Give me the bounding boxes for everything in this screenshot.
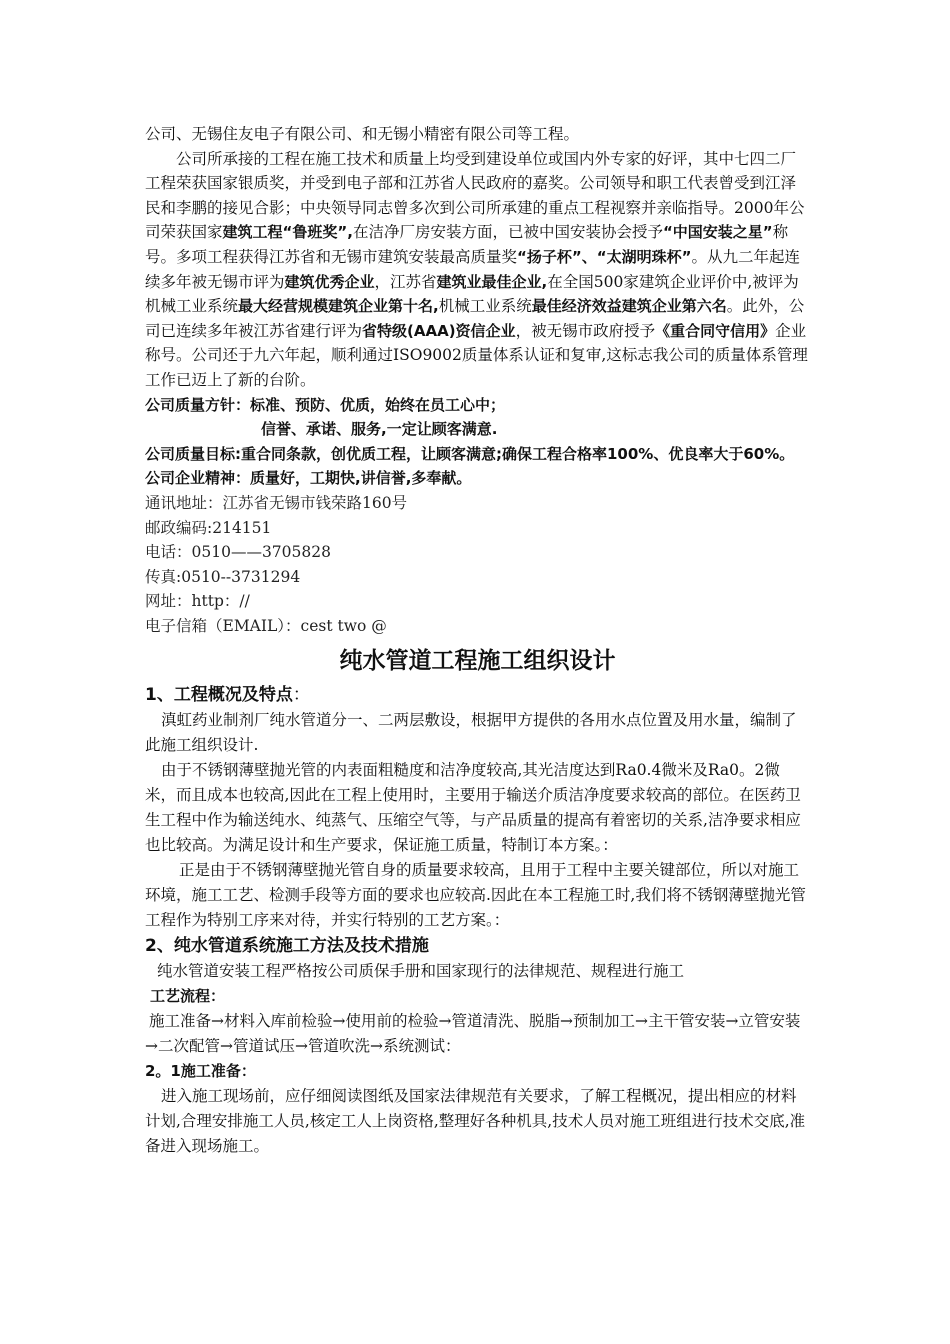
profile-text: 在全国500家建筑企业评价中,被评为机械工业系统 [145,272,799,316]
document-page [145,122,810,1159]
profile-emphasis: 最佳经济效益建筑企业第六名 [531,297,727,316]
section-2-heading: 2、纯水管道系统施工方法及技术措施 [145,936,429,957]
profile-emphasis: 建筑优秀企业 [284,272,375,291]
profile-emphasis: 《重合同守信用》 [655,321,776,340]
profile-emphasis: 省特级(AAA)资信企业 [362,321,516,340]
fax: 传真:0510--3731294 [145,567,301,586]
intro-continuation: 公司、无锡住友电子有限公司、和无锡小精密有限公司等工程。 [145,125,580,143]
profile-emphasis: “扬子杯”、“太湖明珠杯” [517,247,692,266]
phone: 电话：0510——3705828 [145,543,331,562]
quality-policy-line-1: 公司质量方针：标准、预防、优质，始终在员工心中； [145,395,506,414]
profile-emphasis: 建筑工程“鲁班奖”, [222,223,353,242]
section-1-paragraph-1: 滇虹药业制剂厂纯水管道分一、二两层敷设，根据甲方提供的各用水点位置及用水量，编制了此施工组织设计. [145,711,797,755]
email: 电子信箱（EMAIL）：cest two @ [145,616,387,635]
profile-text: ，被无锡市政府授予 [515,321,656,340]
website: 网址：http：// [145,592,250,611]
profile-text: 。从九二年起连续多年被无锡市评为 [145,247,800,291]
postcode: 邮政编码:214151 [145,518,272,537]
enterprise-spirit: 公司企业精神：质量好，工期快,讲信誉,多奉献。 [145,469,472,488]
company-profile-paragraph [145,147,810,393]
quality-policy-line-2: 信誉、承诺、服务,一定让顾客满意. [261,420,498,439]
profile-text: 机械工业系统 [438,297,532,316]
section-1-heading-text: 1、工程概况及特点 [145,685,293,706]
profile-text: 称号。多项工程获得江苏省和无锡市建筑安装最高质量奖 [145,223,789,266]
profile-emphasis: 建筑业最佳企业, [436,272,548,291]
section-1-paragraph-2: 由于不锈钢薄壁抛光管的内表面粗糙度和洁净度较高,其光洁度达到Ra0.4微米及Ra0。2微米，而且成本也较高,因此在工程上使用时，主要用于输送介质洁净度要求较高的部位。在医药卫生工程中作为输送纯水、纯蒸气、压缩空气等，与产品质量的提高有着密切的关系,洁净要求相应也比较高。为满足设计和生产要求，保证施工质量，特制订本方案。： [145,761,801,855]
process-flow: 施工准备→材料入库前检验→使用前的检验→管道清洗、脱脂→预制加工→主干管安装→立管安装→二次配管→管道试压→管道吹洗→系统测试： [145,1012,801,1056]
section-1-paragraph-3: 正是由于不锈钢薄壁抛光管自身的质量要求较高，且用于工程中主要关键部位，所以对施工环境，施工工艺、检测手段等方面的要求也应较高.因此在本工程施工时,我们将不锈钢薄壁抛光管工程作为特别工序来对待，并实行特别的工艺方案。： [145,861,806,930]
section-2-1-paragraph: 进入施工现场前，应仔细阅读图纸及国家法律规范有关要求，了解工程概况，提出相应的材料计划,合理安排施工人员,核定工人上岗资格,整理好各种机具,技术人员对施工班组进行技术交底,准备进入现场施工。 [145,1086,806,1155]
profile-emphasis: 最大经营规模建筑企业第十名, [238,297,439,316]
quality-goal: 公司质量目标:重合同条款，创优质工程，让顾客满意;确保工程合格率100%、优良率大于60%。 [145,444,795,463]
section-1-heading [145,682,810,708]
profile-emphasis: “中国安装之星” [662,223,773,242]
process-flow-label: 工艺流程： [150,987,226,1006]
section-2-1-heading: 2。1施工准备： [145,1062,256,1081]
address: 通讯地址：江苏省无锡市钱荣路160号 [145,493,408,512]
profile-text: ，江苏省 [374,272,437,291]
profile-text: 公司所承接的工程在施工技术和质量上均受到建设单位或国内外专家的好评，其中七四二厂工程荣获国家银质奖，并受到电子部和江苏省人民政府的嘉奖。公司领导和职工代表曾受到江泽民和李鹏的接见合影；中央领导同志曾多次到公司所承建的重点工程视察并亲临指导。2000年公司荣获国家 [145,149,805,242]
section-1-heading-suffix: ： [292,685,310,706]
document-title: 纯水管道工程施工组织设计 [339,647,616,675]
profile-text: 企业称号。公司还于九六年起，顺利通过ISO9002质量体系认证和复审,这标志我公司的质量体系管理工作已迈上了新的台阶。 [145,321,808,389]
profile-text: 。此外，公司已连续多年被江苏省建行评为 [145,297,805,340]
section-2-paragraph-1: 纯水管道安装工程严格按公司质保手册和国家现行的法律规范、规程进行施工 [157,962,685,981]
profile-text: 在洁净厂房安装方面，已被中国安装协会授予 [352,223,663,242]
